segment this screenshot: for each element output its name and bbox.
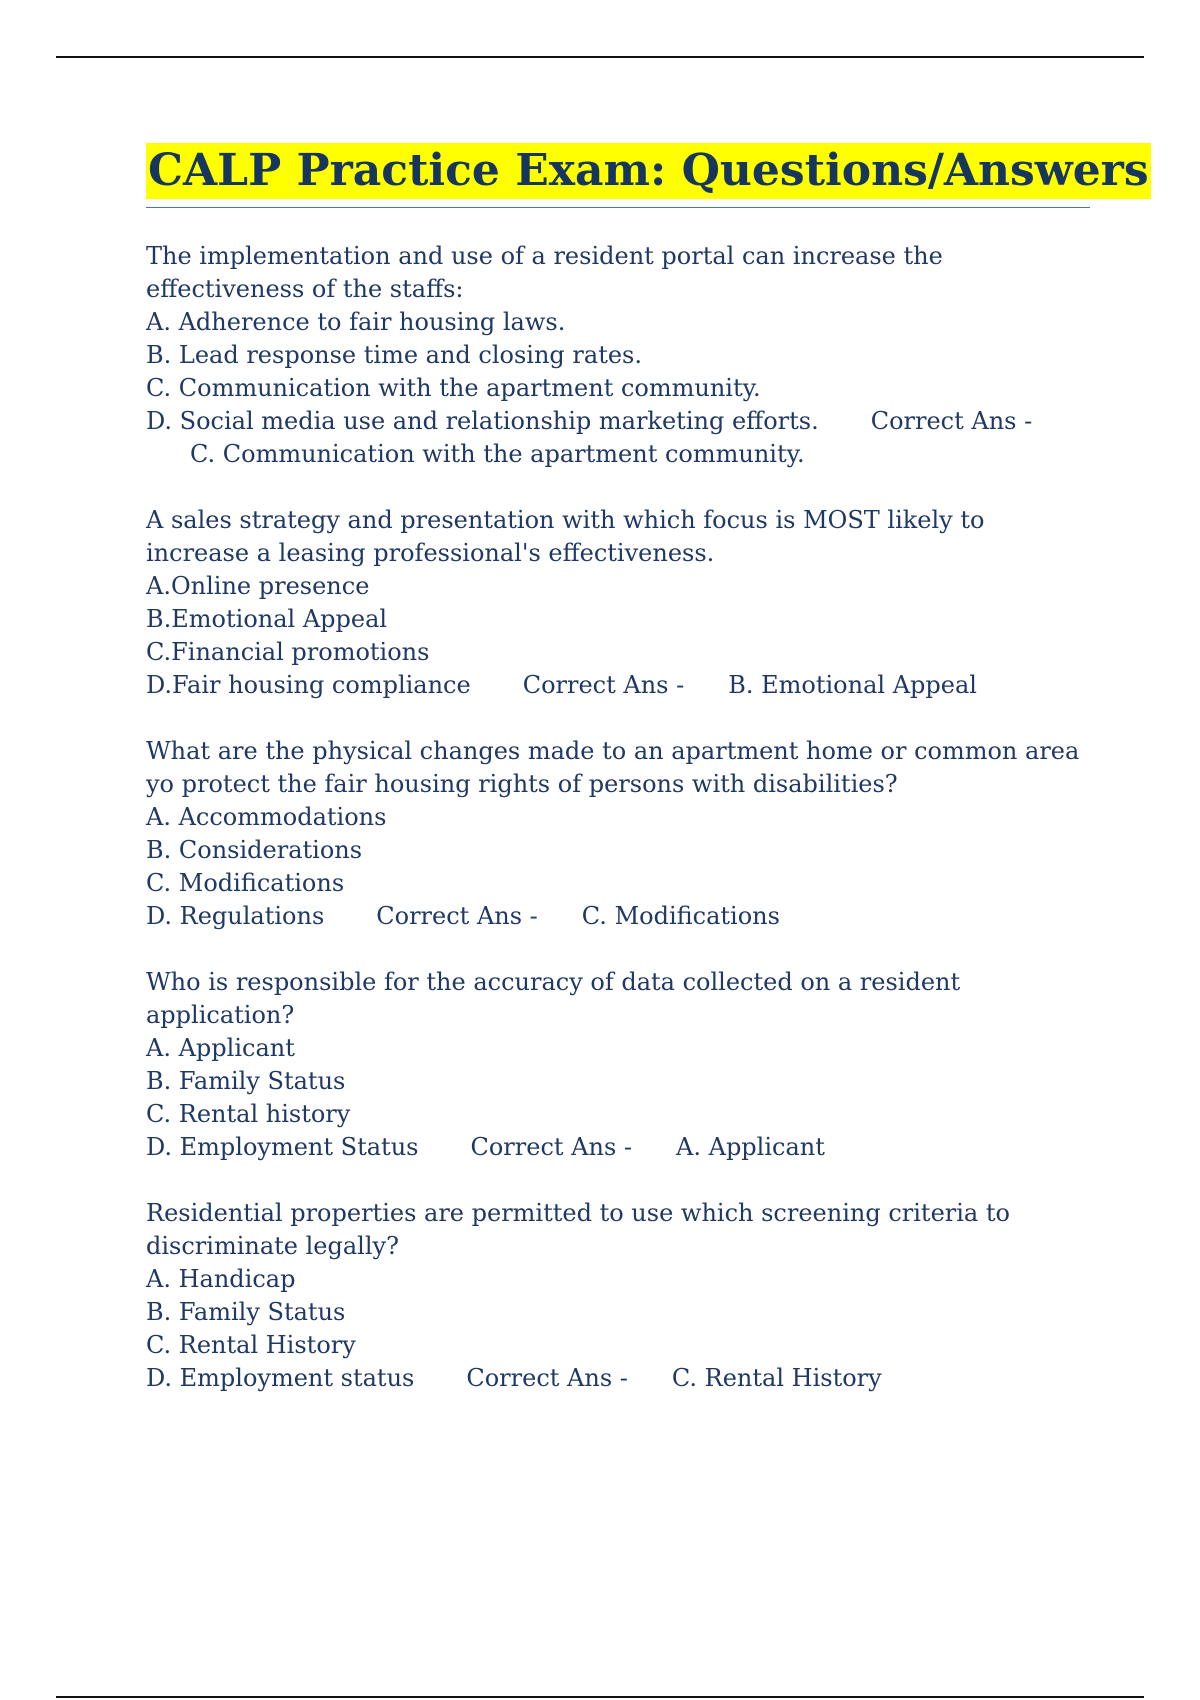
option-a: A. Handicap: [146, 1265, 296, 1293]
option-a: A. Accommodations: [146, 803, 387, 831]
option-d: D. Regulations: [146, 902, 325, 930]
option-b: B. Family Status: [146, 1067, 346, 1095]
question-block-3: [146, 735, 1090, 933]
question-block-5: [146, 1197, 1090, 1395]
option-d: D. Social media use and relationship marketing efforts.: [146, 407, 819, 435]
option-d: D. Employment Status: [146, 1133, 419, 1161]
option-b: B. Family Status: [146, 1298, 346, 1326]
option-c: C.Financial promotions: [146, 638, 430, 666]
option-a: A. Adherence to fair housing laws.: [146, 308, 566, 336]
correct-answer: C. Communication with the apartment community.: [190, 440, 805, 468]
answer-line: [146, 1131, 1090, 1164]
option-c: C. Rental history: [146, 1100, 351, 1128]
correct-answer-label: Correct Ans -: [470, 1133, 633, 1161]
question-block-1: [146, 240, 1090, 471]
option-c: C. Communication with the apartment community.: [146, 374, 761, 402]
correct-answer-label: Correct Ans -: [466, 1364, 628, 1392]
question-text: The implementation and use of a resident portal can increase the effectiveness of the staffs:: [146, 242, 943, 303]
option-a: A. Applicant: [146, 1034, 295, 1062]
option-d: D. Employment status: [146, 1364, 415, 1392]
correct-answer-label: Correct Ans -: [870, 407, 1033, 435]
correct-answer: C. Rental History: [671, 1364, 882, 1392]
option-c: C. Rental History: [146, 1331, 356, 1359]
bottom-rule: [56, 1696, 1144, 1698]
question-text: A sales strategy and presentation with which focus is MOST likely to increase a leasing professional's effectiveness.: [146, 506, 985, 567]
answer-line: [146, 669, 1090, 702]
option-b: B. Lead response time and closing rates.: [146, 341, 642, 369]
question-block-4: [146, 966, 1090, 1164]
option-c: C. Modifications: [146, 869, 345, 897]
question-block-2: [146, 504, 1090, 702]
answer-line: [146, 405, 1090, 471]
option-a: A.Online presence: [146, 572, 370, 600]
top-rule: [56, 56, 1144, 58]
correct-answer-label: Correct Ans -: [376, 902, 538, 930]
question-text: Who is responsible for the accuracy of data collected on a resident application?: [146, 968, 961, 1029]
option-b: B. Considerations: [146, 836, 363, 864]
correct-answer: B. Emotional Appeal: [728, 671, 977, 699]
answer-line: [146, 1362, 1090, 1395]
option-d: D.Fair housing compliance: [146, 671, 471, 699]
question-text: What are the physical changes made to an apartment home or common area yo protect the fair housing rights of persons with disabilities?: [146, 737, 1080, 798]
title-block: [146, 143, 1149, 208]
correct-answer: C. Modifications: [581, 902, 780, 930]
correct-answer-label: Correct Ans -: [522, 671, 685, 699]
document-body: [146, 143, 1149, 1428]
option-b: B.Emotional Appeal: [146, 605, 388, 633]
answer-line: [146, 900, 1090, 933]
page-title: CALP Practice Exam: Questions/Answers: [146, 143, 1151, 199]
correct-answer: A. Applicant: [676, 1133, 825, 1161]
question-text: Residential properties are permitted to use which screening criteria to discriminate legally?: [146, 1199, 1010, 1260]
